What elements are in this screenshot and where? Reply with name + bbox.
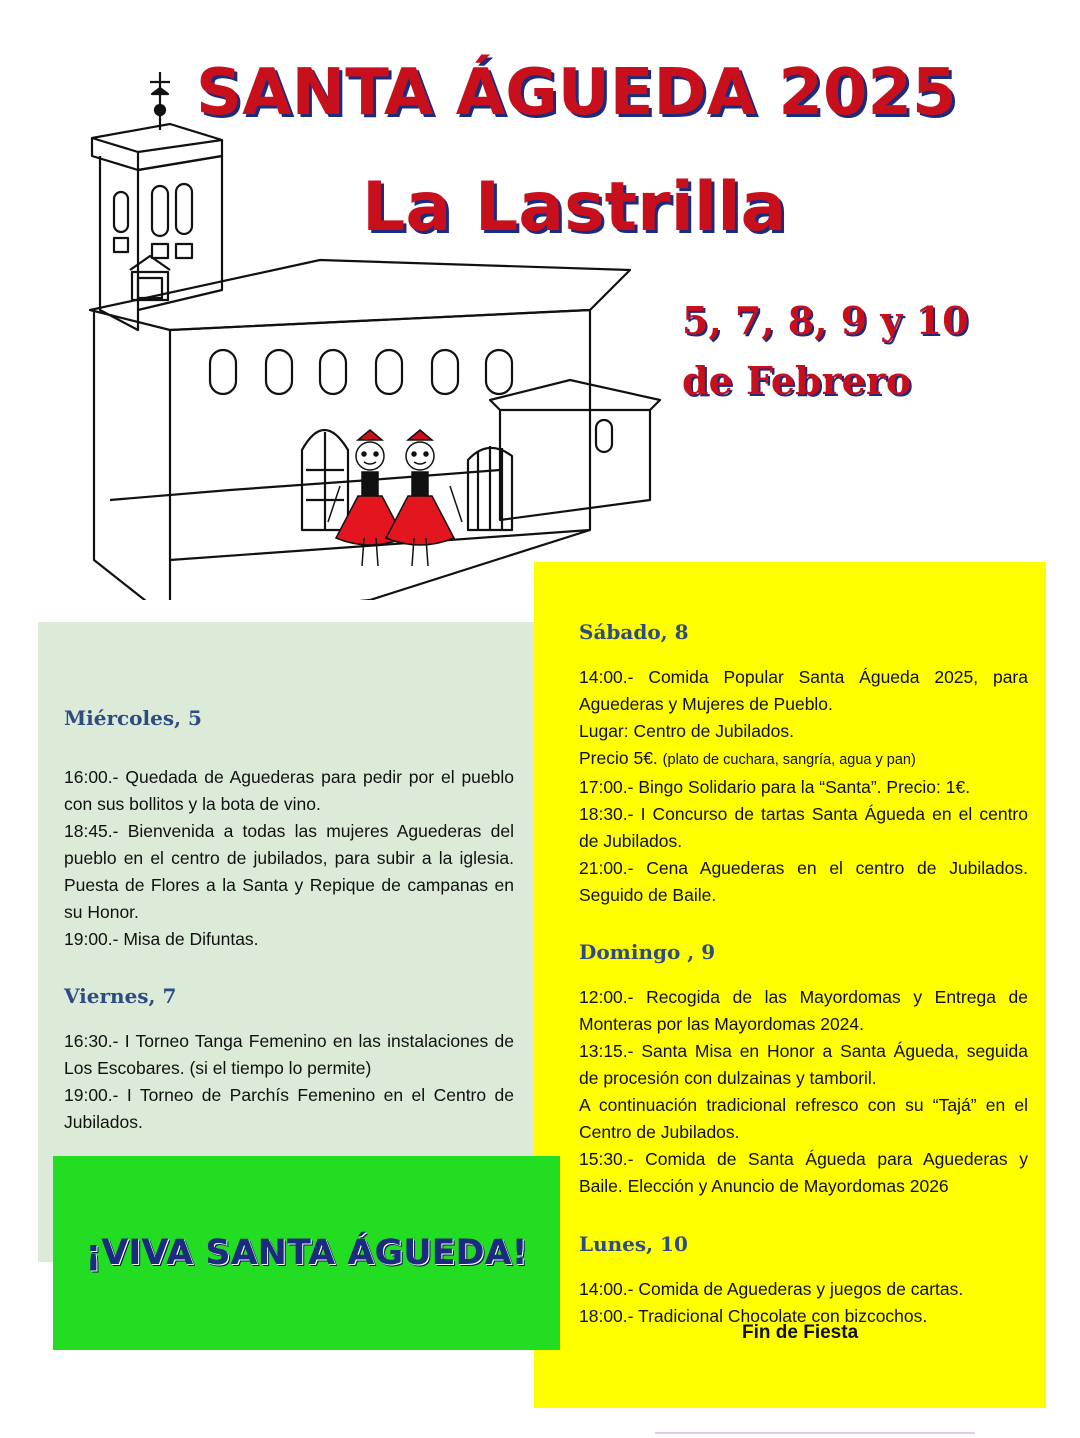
month-line: de Febrero xyxy=(682,358,912,403)
event-item: 18:30.- I Concurso de tartas Santa Águeda en el centro de Jubilados. xyxy=(579,804,1028,851)
price-note: (plato de cuchara, sangría, agua y pan) xyxy=(662,752,916,768)
day-heading-lunes: Lunes, 10 xyxy=(579,1232,688,1256)
day-heading-miercoles: Miércoles, 5 xyxy=(64,706,202,730)
page-title: SANTA ÁGUEDA 2025 xyxy=(196,56,957,130)
event-item: 14:00.- Comida de Aguederas y juegos de cartas. xyxy=(579,1279,964,1299)
event-item: 21:00.- Cena Aguederas en el centro de Jubilados. Seguido de Baile. xyxy=(579,858,1028,905)
viva-banner-text: ¡VIVA SANTA ÁGUEDA! xyxy=(85,1233,528,1273)
event-item: Lugar: Centro de Jubilados. xyxy=(579,721,794,741)
event-item: 19:00.- Misa de Difuntas. xyxy=(64,929,259,949)
event-item: 15:30.- Comida de Santa Águeda para Aguederas y Baile. Elección y Anuncio de Mayordomas 2026 xyxy=(579,1149,1028,1196)
page-subtitle: La Lastrilla xyxy=(362,168,787,247)
event-item: 13:15.- Santa Misa en Honor a Santa Águeda, seguida de procesión con dulzainas y tamboril. xyxy=(579,1041,1028,1088)
bottom-divider xyxy=(655,1432,975,1434)
event-item: 14:00.- Comida Popular Santa Águeda 2025, para Aguederas y Mujeres de Pueblo. xyxy=(579,667,1028,714)
day-heading-viernes: Viernes, 7 xyxy=(64,984,177,1008)
dates-line: 5, 7, 8, 9 y 10 xyxy=(682,298,969,343)
price-text: Precio 5€. xyxy=(579,748,658,768)
event-item: 18:45.- Bienvenida a todas las mujeres Aguederas del pueblo en el centro de jubilados, para subir a la iglesia. Puesta de Flores a la Santa y Repique de campanas en su Honor. xyxy=(64,821,514,922)
event-item: 16:00.- Quedada de Aguederas para pedir por el pueblo con sus bollitos y la bota de vino. xyxy=(64,767,514,814)
events-viernes xyxy=(64,1028,514,1136)
footer-fin-de-fiesta: Fin de Fiesta xyxy=(742,1322,859,1343)
events-sabado xyxy=(579,664,1028,909)
event-item: 16:30.- I Torneo Tanga Femenino en las instalaciones de Los Escobares. (si el tiempo lo permite) xyxy=(64,1031,514,1078)
day-heading-domingo: Domingo , 9 xyxy=(579,940,716,964)
events-domingo xyxy=(579,984,1028,1200)
event-item: 12:00.- Recogida de las Mayordomas y Entrega de Monteras por las Mayordomas 2024. xyxy=(579,987,1028,1034)
aguederas-dolls-icon xyxy=(300,426,490,596)
event-item: A continuación tradicional refresco con su “Tajá” en el Centro de Jubilados. xyxy=(579,1095,1028,1142)
event-item xyxy=(579,745,1028,774)
day-heading-sabado: Sábado, 8 xyxy=(579,620,689,644)
events-miercoles xyxy=(64,764,514,953)
event-item: 18:00.- Tradicional Chocolate con bizcochos. xyxy=(579,1306,928,1326)
event-item: 17:00.- Bingo Solidario para la “Santa”. Precio: 1€. xyxy=(579,777,971,797)
event-item: 19:00.- I Torneo de Parchís Femenino en el Centro de Jubilados. xyxy=(64,1085,514,1132)
